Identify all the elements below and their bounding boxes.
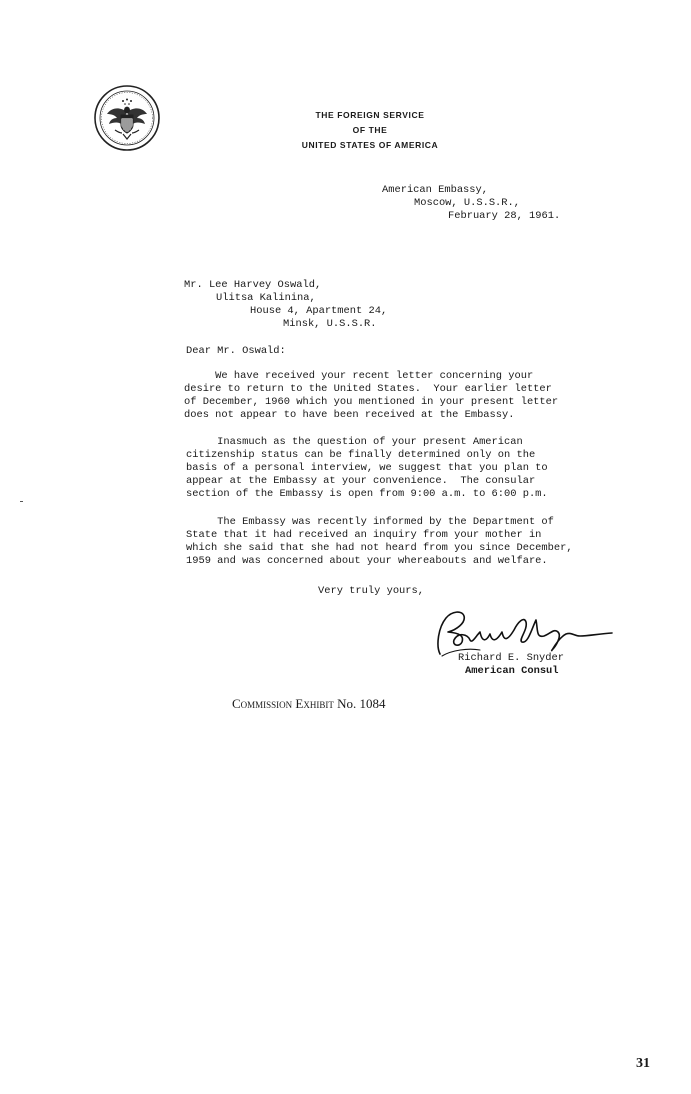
- letterhead-line-2: OF THE: [352, 125, 388, 135]
- paragraph-line: 1959 and was concerned about your whereabouts and welfare.: [186, 555, 548, 567]
- paragraph-line: of December, 1960 which you mentioned in your present letter: [184, 396, 559, 408]
- letterhead-line-3: UNITED STATES OF AMERICA: [301, 140, 439, 150]
- paragraph-line: which she said that she had not heard from you since December,: [186, 542, 573, 554]
- paragraph-line: We have received your recent letter concerning your: [184, 370, 534, 382]
- sender-address-line-1: American Embassy,: [382, 184, 489, 196]
- salutation: Dear Mr. Oswald:: [186, 345, 286, 357]
- recipient-house: House 4, Apartment 24,: [250, 305, 388, 317]
- letter-date: February 28, 1961.: [448, 210, 561, 222]
- paragraph-line: State that it had received an inquiry from your mother in: [186, 529, 542, 541]
- paragraph-line: desire to return to the United States. Your earlier letter: [184, 383, 552, 395]
- letterhead-line-1: THE FOREIGN SERVICE: [315, 110, 425, 120]
- paragraph-line: Inasmuch as the question of your present American: [186, 436, 523, 448]
- recipient-street: Ulitsa Kalinina,: [216, 292, 316, 304]
- closing: Very truly yours,: [318, 585, 425, 597]
- sender-address-line-2: Moscow, U.S.S.R.,: [414, 197, 521, 209]
- signer-name: Richard E. Snyder: [458, 652, 565, 664]
- signer-title: American Consul: [465, 665, 559, 677]
- paragraph-line: citizenship status can be finally determined only on the: [186, 449, 536, 461]
- paragraph-line: section of the Embassy is open from 9:00 a.m. to 6:00 p.m.: [186, 488, 548, 500]
- exhibit-caption: [232, 696, 386, 712]
- margin-mark: [20, 501, 23, 502]
- paragraph-line: basis of a personal interview, we suggest that you plan to: [186, 462, 548, 474]
- paragraph-line: appear at the Embassy at your convenience. The consular: [186, 475, 536, 487]
- exhibit-number: No. 1084: [337, 696, 386, 711]
- recipient-city: Minsk, U.S.S.R.: [283, 318, 377, 330]
- great-seal-icon: [93, 84, 161, 152]
- paragraph-line: The Embassy was recently informed by the Department of: [186, 516, 554, 528]
- exhibit-prefix: Commission Exhibit: [232, 696, 334, 711]
- letterhead: [270, 108, 470, 153]
- page-number: 31: [636, 1056, 650, 1071]
- paragraph-line: does not appear to have been received at the Embassy.: [184, 409, 515, 421]
- recipient-name: Mr. Lee Harvey Oswald,: [184, 279, 322, 291]
